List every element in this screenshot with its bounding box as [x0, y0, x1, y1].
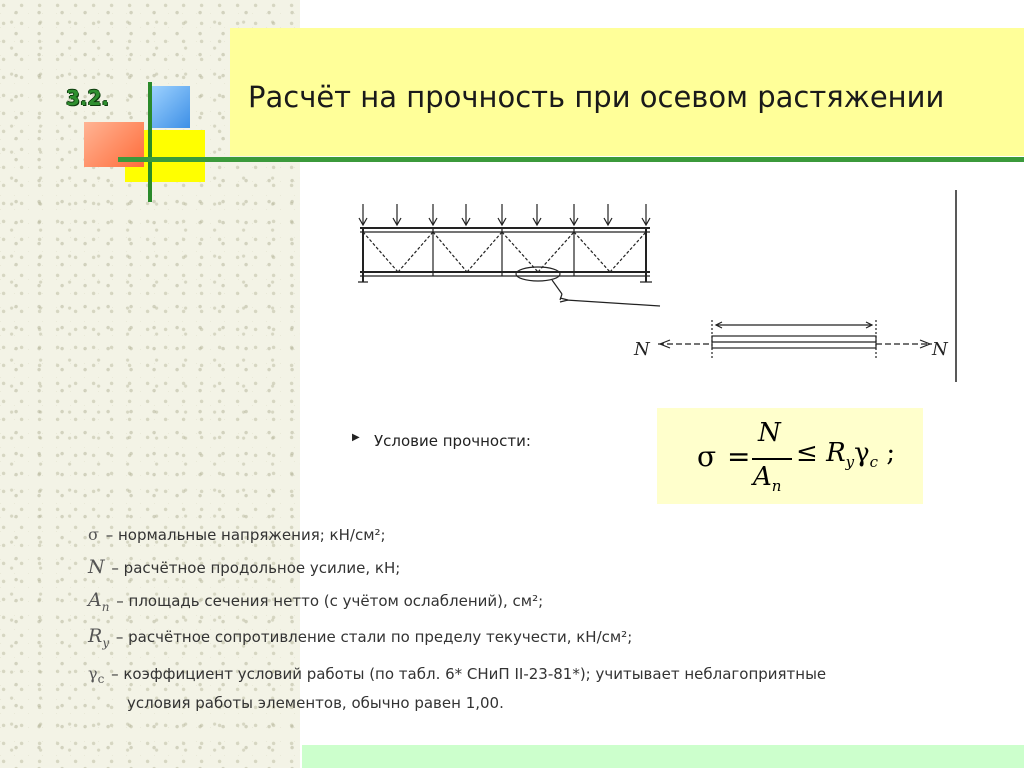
condition-label: Условие прочности:: [374, 432, 531, 450]
bottom-band: [302, 745, 1024, 768]
legend-item-gamma: $\gamma_c$ – коэффициент условий работы (по табл. 6* СНиП II-23-81*); учитывает неблагоприятные: [88, 664, 827, 687]
formula-equals: =: [727, 440, 751, 473]
force-label-left: N: [634, 339, 650, 360]
strength-formula: [657, 408, 923, 504]
slide-title: Расчёт на прочность при осевом растяжении: [248, 80, 945, 114]
section-number: 3.2.: [66, 86, 110, 110]
legend-item-ry: $R_y$ – расчётное сопротивление стали по пределу текучести, кН/см²;: [88, 625, 633, 650]
bullet-icon: ▶: [352, 432, 360, 443]
formula-denominator: $A_n$: [753, 462, 782, 496]
legend-item-sigma: σ – нормальные напряжения; кН/см²;: [88, 525, 386, 544]
fraction-bar: [752, 458, 792, 460]
force-label-right: N: [932, 339, 948, 360]
formula-sigma: σ: [697, 440, 717, 473]
load-arrows: [359, 204, 650, 225]
legend-item-an: $A_n$ – площадь сечения нетто (с учётом ослаблений), см²;: [88, 589, 544, 614]
legend-item-gamma-continued: условия работы элементов, обычно равен 1,00.: [127, 694, 504, 712]
formula-numerator: N: [758, 418, 781, 448]
formula-rhs: ≤ $R_y\gamma_c$ ;: [796, 438, 896, 472]
legend-item-n: N – расчётное продольное усилие, кН;: [88, 556, 401, 578]
